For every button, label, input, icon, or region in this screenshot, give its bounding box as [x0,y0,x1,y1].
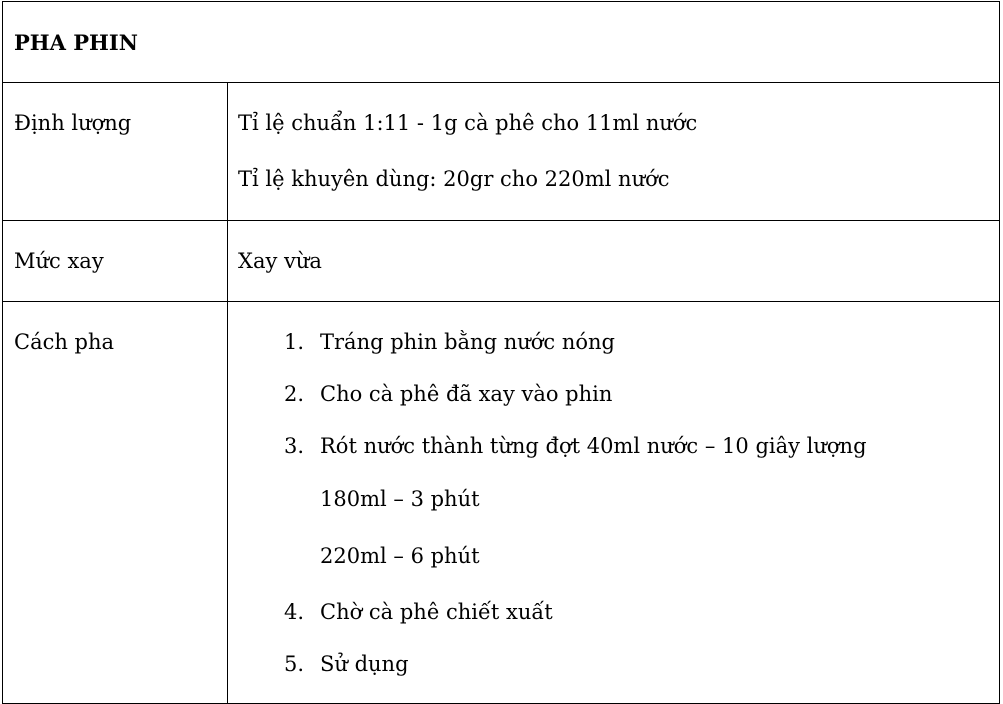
row-value-dinh-luong [228,83,1000,221]
table-row [3,302,1000,704]
row-value-cach-pha [228,302,1000,704]
list-item [238,599,999,626]
step-number: 4. [284,600,305,624]
list-item [238,651,999,678]
row-value-muc-xay: Xay vừa [228,221,1000,302]
step-text: Sử dụng [320,652,409,676]
title-row [3,2,1000,83]
table-row [3,83,1000,221]
step-number: 3. [284,434,305,458]
brew-steps-list [238,329,999,678]
table-row [3,221,1000,302]
row-label-cach-pha: Cách pha [3,302,228,704]
step-number: 1. [284,330,305,354]
list-item [238,381,999,408]
step-sub-line: 220ml – 6 phút [320,544,480,568]
row-label-muc-xay: Mức xay [3,221,228,302]
list-item [238,329,999,356]
ratio-recommended-text: Tỉ lệ khuyên dùng: 20gr cho 220ml nước [238,167,670,191]
step-text: Cho cà phê đã xay vào phin [320,382,613,406]
list-item [238,433,999,570]
step-sub-line: 180ml – 3 phút [320,487,480,511]
row-label-dinh-luong: Định lượng [3,83,228,221]
step-text: Chờ cà phê chiết xuất [320,600,553,624]
ratio-standard-text: Tỉ lệ chuẩn 1:11 - 1g cà phê cho 11ml nước [238,111,698,135]
step-text: Rót nước thành từng đợt 40ml nước – 10 giây lượng [320,434,867,458]
step-number: 2. [284,382,305,406]
table-title: PHA PHIN [3,2,1000,83]
step-number: 5. [284,652,305,676]
step-text: Tráng phin bằng nước nóng [320,330,615,354]
recipe-table [2,1,1000,704]
